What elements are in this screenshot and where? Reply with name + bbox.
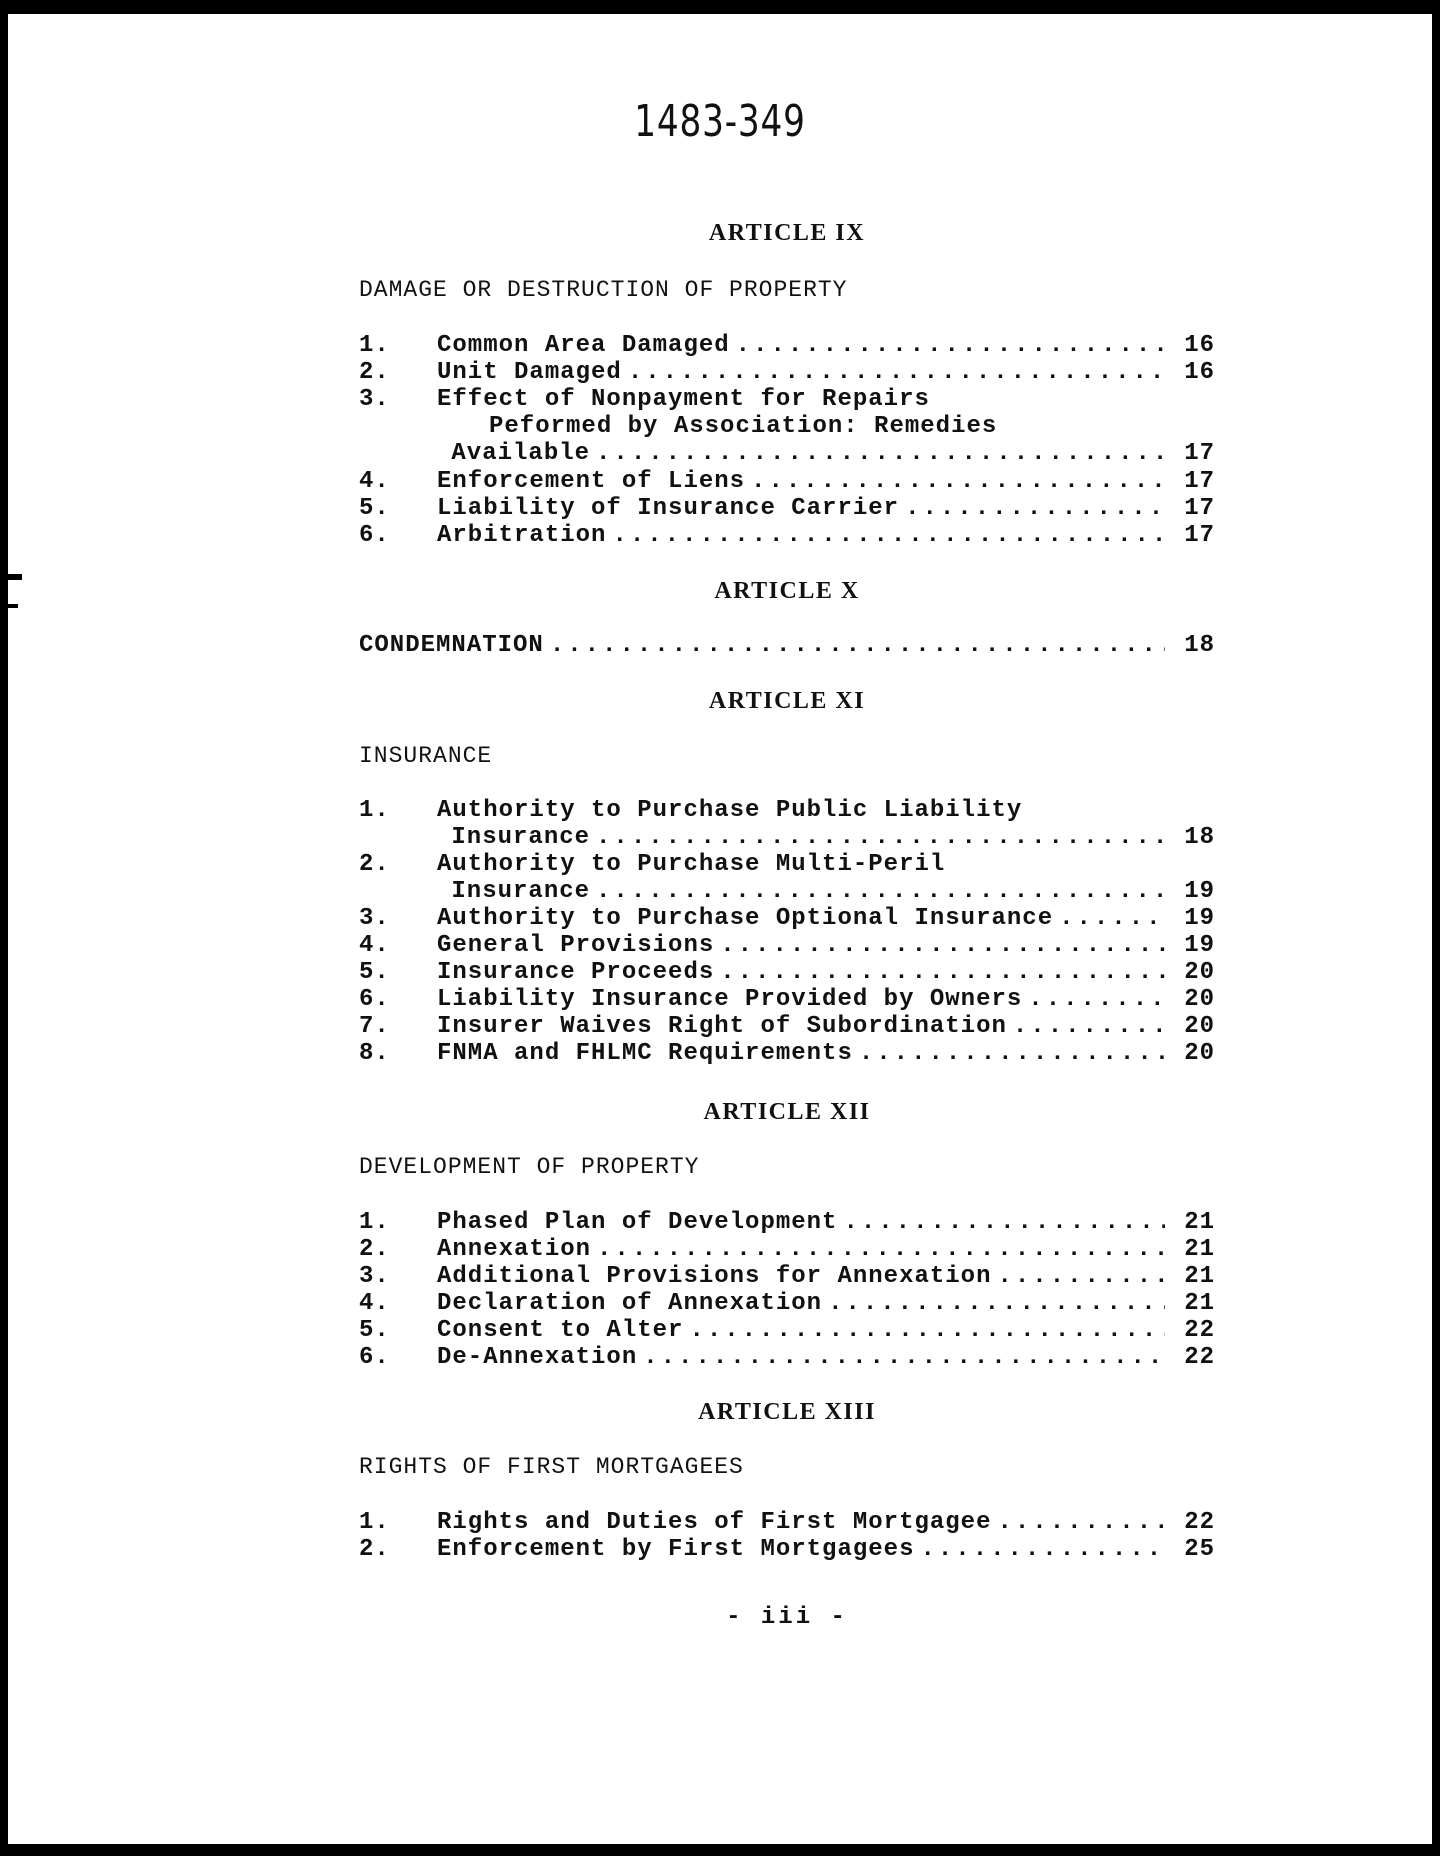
entry-title: Insurance Proceeds — [437, 959, 715, 986]
entry-page: 20 — [1184, 986, 1215, 1013]
toc-entry — [359, 1236, 1215, 1264]
scan-artifact — [8, 574, 22, 580]
entry-title: Insurer Waives Right of Subordination — [437, 1013, 1007, 1040]
leader-dots — [720, 932, 1165, 959]
toc-entry — [359, 1209, 1215, 1237]
toc-entry — [359, 495, 1215, 523]
toc-entry — [359, 1263, 1215, 1291]
entry-page: 19 — [1184, 932, 1215, 959]
leader-dots — [1013, 1013, 1165, 1040]
toc-entry — [359, 332, 1215, 360]
entry-number: 1. — [359, 1209, 390, 1236]
entry-number: 3. — [359, 905, 390, 932]
leader-dots — [736, 332, 1165, 359]
entry-page: 16 — [1184, 332, 1215, 359]
leader-dots — [612, 522, 1165, 549]
entry-title: De-Annexation — [437, 1344, 638, 1371]
entry-page: 20 — [1184, 1013, 1215, 1040]
toc-entry — [359, 797, 1215, 825]
toc-entry — [359, 851, 1215, 879]
entry-page: 19 — [1184, 878, 1215, 905]
leader-dots — [920, 1536, 1165, 1563]
entry-number: 6. — [359, 986, 390, 1013]
entry-number: 4. — [359, 468, 390, 495]
leader-dots — [997, 1509, 1165, 1536]
entry-page: 21 — [1184, 1209, 1215, 1236]
entry-page: 22 — [1184, 1317, 1215, 1344]
entry-number: 3. — [359, 386, 390, 413]
toc-entry — [359, 386, 1215, 414]
entry-number: 2. — [359, 1236, 390, 1263]
entry-page: 18 — [1184, 824, 1215, 851]
leader-dots — [859, 1040, 1165, 1067]
toc-entry — [359, 468, 1215, 496]
entry-number: 6. — [359, 522, 390, 549]
entry-title: General Provisions — [437, 932, 715, 959]
entry-page: 21 — [1184, 1236, 1215, 1263]
toc-entry-continuation — [359, 413, 1215, 441]
toc-entry-continuation — [359, 440, 1215, 468]
article-heading: ARTICLE XIII — [698, 1399, 876, 1425]
leader-dots — [828, 1290, 1165, 1317]
leader-dots — [628, 359, 1165, 386]
toc-entry — [359, 1317, 1215, 1345]
toc-entry — [359, 632, 1215, 660]
entry-page: 20 — [1184, 1040, 1215, 1067]
article-heading: ARTICLE XII — [703, 1099, 871, 1125]
entry-title: Unit Damaged — [437, 359, 622, 386]
entry-title: Enforcement by First Mortgagees — [437, 1536, 915, 1563]
entry-page: 16 — [1184, 359, 1215, 386]
entry-title: Authority to Purchase Multi-Peril — [437, 851, 946, 878]
entry-title: CONDEMNATION — [359, 632, 544, 659]
leader-dots — [643, 1344, 1165, 1371]
entry-title: Liability of Insurance Carrier — [437, 495, 900, 522]
entry-page: 25 — [1184, 1536, 1215, 1563]
entry-title: Peformed by Association: Remedies — [489, 413, 998, 440]
scan-artifact — [8, 604, 18, 608]
entry-number: 1. — [359, 797, 390, 824]
entry-number: 2. — [359, 851, 390, 878]
entry-title: Effect of Nonpayment for Repairs — [437, 386, 930, 413]
entry-title: FNMA and FHLMC Requirements — [437, 1040, 853, 1067]
entry-title: Rights and Duties of First Mortgagee — [437, 1509, 992, 1536]
entry-page: 21 — [1184, 1290, 1215, 1317]
toc-entry — [359, 932, 1215, 960]
article-heading: ARTICLE XI — [708, 688, 866, 714]
entry-title: Available — [451, 440, 591, 467]
entry-number: 1. — [359, 1509, 390, 1536]
toc-entry — [359, 1290, 1215, 1318]
toc-entry-continuation — [359, 824, 1215, 852]
entry-page: 22 — [1184, 1344, 1215, 1371]
entry-number: 2. — [359, 359, 390, 386]
entry-number: 3. — [359, 1263, 390, 1290]
leader-dots — [843, 1209, 1165, 1236]
entry-title: Enforcement of Liens — [437, 468, 746, 495]
toc-entry — [359, 1509, 1215, 1537]
document-number: 1483-349 — [634, 96, 806, 147]
entry-number: 5. — [359, 959, 390, 986]
leader-dots — [1028, 986, 1165, 1013]
page-folio: - iii - — [726, 1604, 848, 1631]
toc-entry — [359, 959, 1215, 987]
leader-dots — [689, 1317, 1165, 1344]
entry-title: Phased Plan of Development — [437, 1209, 838, 1236]
toc-entry — [359, 905, 1215, 933]
toc-entry — [359, 1536, 1215, 1564]
toc-entry-continuation — [359, 878, 1215, 906]
article-title: DEVELOPMENT OF PROPERTY — [359, 1154, 700, 1180]
entry-title: Insurance — [451, 878, 591, 905]
entry-page: 21 — [1184, 1263, 1215, 1290]
entry-title: Insurance — [451, 824, 591, 851]
toc-entry — [359, 359, 1215, 387]
article-heading: ARTICLE IX — [708, 220, 866, 246]
article-title: RIGHTS OF FIRST MORTGAGEES — [359, 1454, 744, 1480]
leader-dots — [720, 959, 1165, 986]
leader-dots — [596, 440, 1165, 467]
article-title: INSURANCE — [359, 743, 493, 769]
entry-title: Authority to Purchase Public Liability — [437, 797, 1023, 824]
entry-number: 4. — [359, 1290, 390, 1317]
entry-title: Authority to Purchase Optional Insurance — [437, 905, 1054, 932]
entry-title: Common Area Damaged — [437, 332, 730, 359]
entry-number: 1. — [359, 332, 390, 359]
entry-title: Arbitration — [437, 522, 607, 549]
entry-page: 17 — [1184, 440, 1215, 467]
entry-number: 4. — [359, 932, 390, 959]
entry-page: 22 — [1184, 1509, 1215, 1536]
toc-entry — [359, 1344, 1215, 1372]
entry-title: Liability Insurance Provided by Owners — [437, 986, 1023, 1013]
leader-dots — [751, 468, 1165, 495]
entry-page: 20 — [1184, 959, 1215, 986]
entry-page: 18 — [1184, 632, 1215, 659]
leader-dots — [596, 878, 1165, 905]
leader-dots — [905, 495, 1165, 522]
leader-dots — [597, 1236, 1165, 1263]
toc-entry — [359, 1040, 1215, 1068]
leader-dots — [997, 1263, 1165, 1290]
toc-entry — [359, 522, 1215, 550]
entry-title: Annexation — [437, 1236, 592, 1263]
entry-title: Declaration of Annexation — [437, 1290, 823, 1317]
entry-page: 17 — [1184, 522, 1215, 549]
entry-page: 17 — [1184, 495, 1215, 522]
leader-dots — [550, 632, 1165, 659]
article-heading: ARTICLE X — [714, 578, 860, 604]
entry-page: 19 — [1184, 905, 1215, 932]
leader-dots — [1059, 905, 1165, 932]
entry-number: 7. — [359, 1013, 390, 1040]
leader-dots — [596, 824, 1165, 851]
entry-number: 5. — [359, 1317, 390, 1344]
entry-title: Consent to Alter — [437, 1317, 684, 1344]
entry-number: 6. — [359, 1344, 390, 1371]
entry-number: 5. — [359, 495, 390, 522]
toc-entry — [359, 1013, 1215, 1041]
entry-page: 17 — [1184, 468, 1215, 495]
article-title: DAMAGE OR DESTRUCTION OF PROPERTY — [359, 277, 848, 303]
toc-entry — [359, 986, 1215, 1014]
entry-number: 2. — [359, 1536, 390, 1563]
entry-title: Additional Provisions for Annexation — [437, 1263, 992, 1290]
document-page — [8, 14, 1432, 1844]
entry-number: 8. — [359, 1040, 390, 1067]
